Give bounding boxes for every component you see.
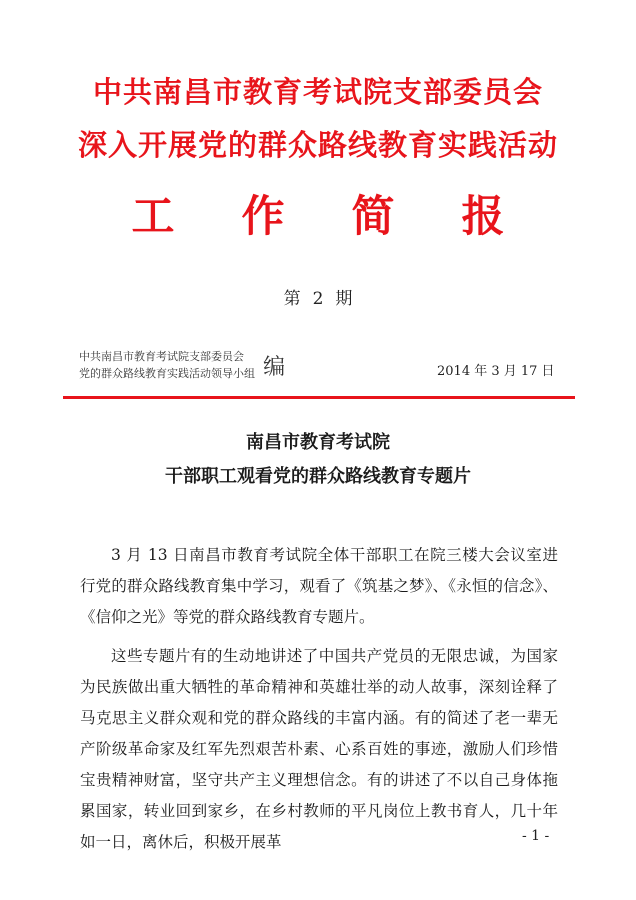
issue-number <box>0 284 636 309</box>
editor-block <box>79 348 285 382</box>
issue-date: 2014 年 3 月 17 日 <box>437 364 555 379</box>
editor-lines <box>79 348 255 382</box>
article-title-line1: 南昌市教育考试院 <box>246 432 390 453</box>
issue-prefix: 第 <box>283 289 301 309</box>
editor-line1: 中共南昌市教育考试院支部委员会 <box>79 350 244 363</box>
editor-mark: 编 <box>263 354 286 380</box>
issue-suffix: 期 <box>335 289 353 309</box>
editor-line2: 党的群众路线教育实践活动领导小组 <box>79 367 255 380</box>
page-number: - 1 - <box>522 828 550 844</box>
article-title-line2: 干部职工观看党的群众路线教育专题片 <box>165 466 471 487</box>
org-title-line2: 深入开展党的群众路线教育实践活动 <box>77 128 558 162</box>
red-divider <box>63 396 575 399</box>
article-body <box>80 540 558 866</box>
article-paragraph-2: 这些专题片有的生动地讲述了中国共产党员的无限忠诚，为国家为民族做出重大牺牲的革命精神和英雄壮举的动人故事，深刻诠释了马克思主义群众观和党的群众路线的丰富内涵。有的简述了老一辈无产阶级革命家及红军先烈艰苦朴素、心系百姓的事迹，激励人们珍惜宝贵精神财富，坚守共产主义理想信念。有的讲述了不以自己身体拖累国家，转业回到家乡，在乡村教师的平凡岗位上教书育人，几十年如一日，离休后，积极开展革 <box>80 647 558 851</box>
issue-value: 2 <box>312 289 324 309</box>
article-paragraph-1: 3 月 13 日南昌市教育考试院全体干部职工在院三楼大会议室进行党的群众路线教育集中学习，观看了《筑基之梦》、《永恒的信念》、《信仰之光》等党的群众路线教育专题片。 <box>80 546 558 626</box>
brief-title: 工 作 简 报 <box>131 192 531 242</box>
org-title-line1: 中共南昌市教育考试院支部委员会 <box>92 75 543 109</box>
